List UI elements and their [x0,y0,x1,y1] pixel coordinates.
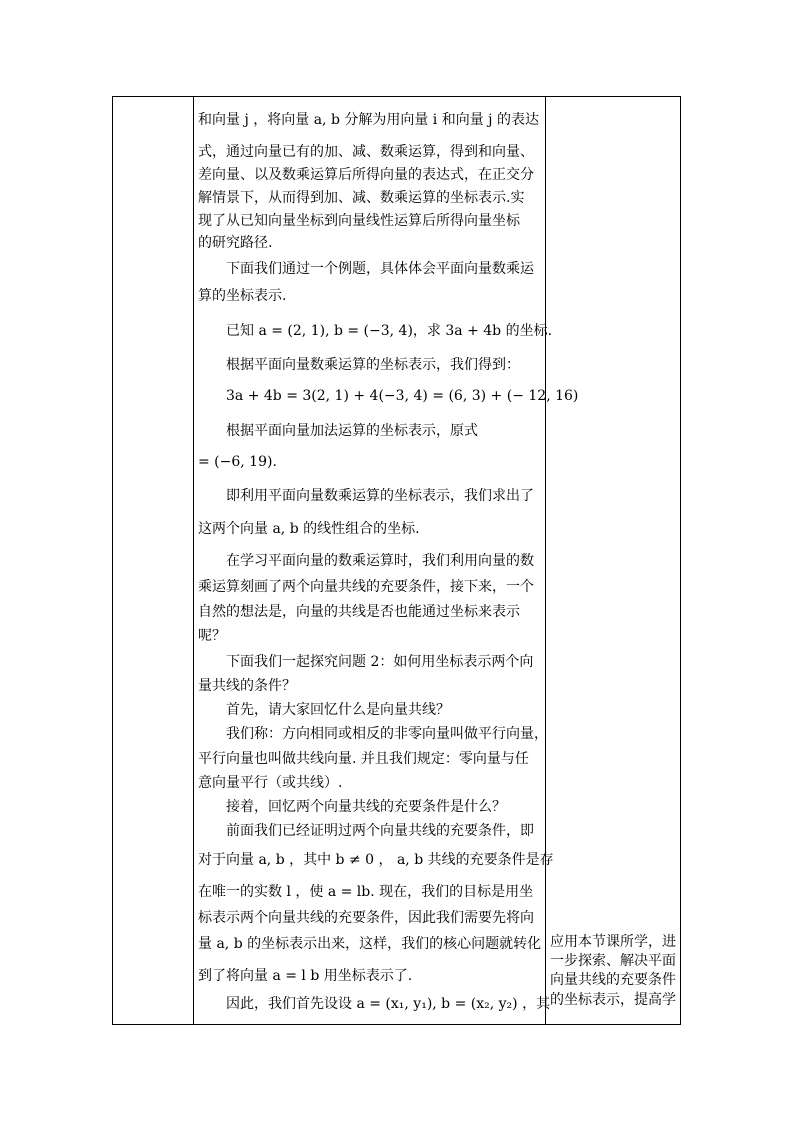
equation-line: 3a + 4b = 3(2, 1) + 4(−3, 4) = (6, 3) + (− 12, 16) [226,388,579,404]
text-line: 差向量、以及数乘运算后所得向量的表达式，在正交分 [198,167,534,183]
text-line: 意向量平行（或共线）. [198,775,343,791]
text-line: 呢？ [198,628,226,644]
text-line: 应用本节课所学，进 [550,934,676,950]
text-line: 的坐标表示，提高学 [550,992,676,1008]
text-line: 对于向量 a, b ，其中 b ≠ 0 ， a, b 共线的充要条件是存 [198,852,554,868]
text-line: 到了将向量 a = l b 用坐标表示了. [198,968,413,984]
text-line: 根据平面向量数乘运算的坐标表示，我们得到： [226,357,520,373]
text-line: 这两个向量 a, b 的线性组合的坐标. [198,521,420,537]
text-line: 自然的想法是，向量的共线是否也能通过坐标来表示 [198,604,520,620]
text-line: 解情景下，从而得到加、减、数乘运算的坐标表示.实 [198,190,525,206]
design-intent-cell [550,97,680,1024]
text-line: 一步探索、解决平面 [550,953,676,969]
text-line: 的研究路径. [198,235,273,251]
text-line: 即利用平面向量数乘运算的坐标表示，我们求出了 [226,488,534,504]
lesson-table [112,96,681,1025]
text-line: 量 a, b 的坐标表示出来，这样，我们的核心问题就转化 [198,936,542,952]
text-line: 式，通过向量已有的加、减、数乘运算，得到和向量、 [198,144,534,160]
text-line: 和向量 j ，将向量 a, b 分解为用向量 i 和向量 j 的表达 [198,112,539,128]
text-line: 下面我们通过一个例题，具体体会平面向量数乘运 [226,261,534,277]
column-divider [193,97,194,1024]
text-line: 下面我们一起探究问题 2：如何用坐标表示两个向 [226,654,534,670]
text-line: 乘运算刻画了两个向量共线的充要条件，接下来，一个 [198,579,534,595]
text-line: 量共线的条件？ [198,678,296,694]
text-line: 现了从已知向量坐标到向量线性运算后所得向量坐标 [198,213,520,229]
equation-line: = (−6, 19). [198,454,277,470]
text-line: 已知 a = (2, 1), b = (−3, 4)，求 3a + 4b 的坐标. [226,323,553,339]
text-line: 因此，我们首先设设 a = (x₁, y₁), b = (x₂, y₂) ，其 [226,996,551,1012]
text-line: 首先，请大家回忆什么是向量共线？ [226,702,450,718]
text-line: 算的坐标表示. [198,288,287,304]
teaching-process-cell [198,97,579,1024]
text-line: 向量共线的充要条件 [550,972,676,988]
text-line: 接着，回忆两个向量共线的充要条件是什么？ [226,799,506,815]
text-line: 在学习平面向量的数乘运算时，我们利用向量的数 [226,553,534,569]
text-line: 我们称：方向相同或相反的非零向量叫做平行向量， [226,726,548,742]
text-line: 根据平面向量加法运算的坐标表示，原式 [226,423,478,439]
text-line: 前面我们已经证明过两个向量共线的充要条件，即 [226,823,534,839]
text-line: 标表示两个向量共线的充要条件，因此我们需要先将向 [198,910,534,926]
text-line: 平行向量也叫做共线向量. 并且我们规定：零向量与任 [198,751,529,767]
text-line: 在唯一的实数 l ，使 a = lb. 现在，我们的目标是用坐 [198,884,534,900]
